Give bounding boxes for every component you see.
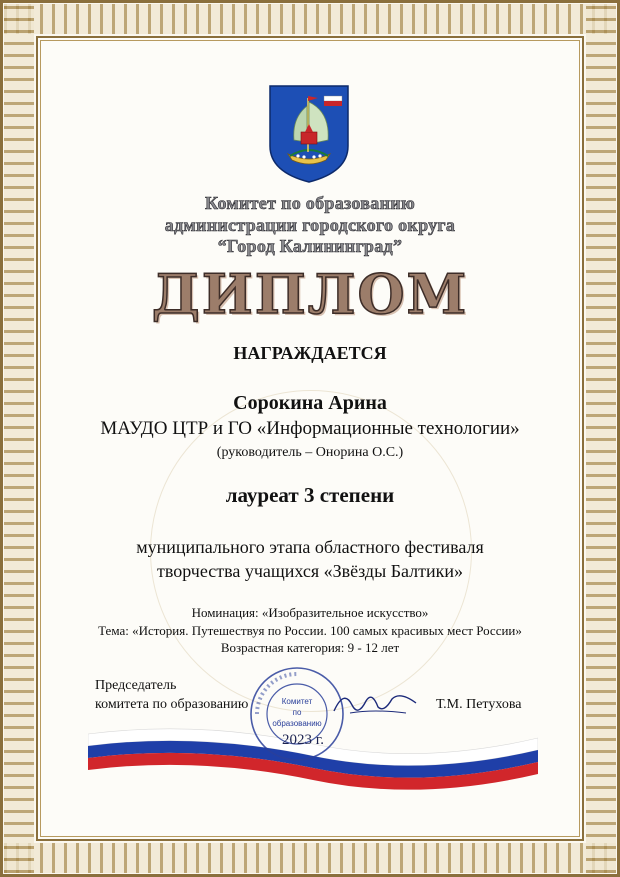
svg-text:образованию: образованию bbox=[272, 719, 322, 728]
ornament-border-left bbox=[4, 4, 34, 873]
ornament-border-bottom bbox=[4, 843, 616, 873]
committee-name-line-3: “Город Калининград” bbox=[217, 236, 403, 256]
event-name-line-2: творчества учащихся «Звёзды Балтики» bbox=[156, 561, 464, 581]
ornament-border-top bbox=[4, 4, 616, 34]
committee-name-line-2: администрации городского округа bbox=[164, 215, 456, 235]
signer-name: Т.М. Петухова bbox=[436, 697, 522, 712]
age-category-text: Возрастная категория: 9 - 12 лет bbox=[220, 640, 400, 655]
diploma-title: ДИПЛОМ bbox=[151, 262, 469, 326]
kaliningrad-emblem-icon bbox=[268, 84, 350, 184]
award-place: лауреат 3 степени bbox=[225, 483, 395, 507]
signature-icon bbox=[330, 683, 420, 723]
svg-text:по: по bbox=[292, 708, 302, 717]
committee-name-line-1: Комитет по образованию bbox=[205, 193, 415, 213]
chair-title-line-2: комитета по образованию bbox=[95, 697, 249, 712]
event-name-line-1: муниципального этапа областного фестиваля bbox=[136, 537, 484, 557]
recipient-name: Сорокина Арина bbox=[233, 392, 387, 414]
recipient-organization: МАУДО ЦТР и ГО «Информационные технологии» bbox=[100, 418, 520, 439]
supervisor-note: (руководитель – Онорина О.С.) bbox=[216, 445, 404, 460]
issue-year: 2023 г. bbox=[282, 732, 324, 748]
nomination-text: Номинация: «Изобразительное искусство» bbox=[191, 605, 429, 620]
theme-text: Тема: «История. Путешествуя по России. 100 самых красивых мест России» bbox=[98, 623, 522, 638]
svg-text:Комитет: Комитет bbox=[281, 697, 313, 706]
chair-title-line-1: Председатель bbox=[95, 678, 177, 693]
ornament-border-right bbox=[586, 4, 616, 873]
awarded-heading: НАГРАЖДАЕТСЯ bbox=[233, 343, 387, 363]
